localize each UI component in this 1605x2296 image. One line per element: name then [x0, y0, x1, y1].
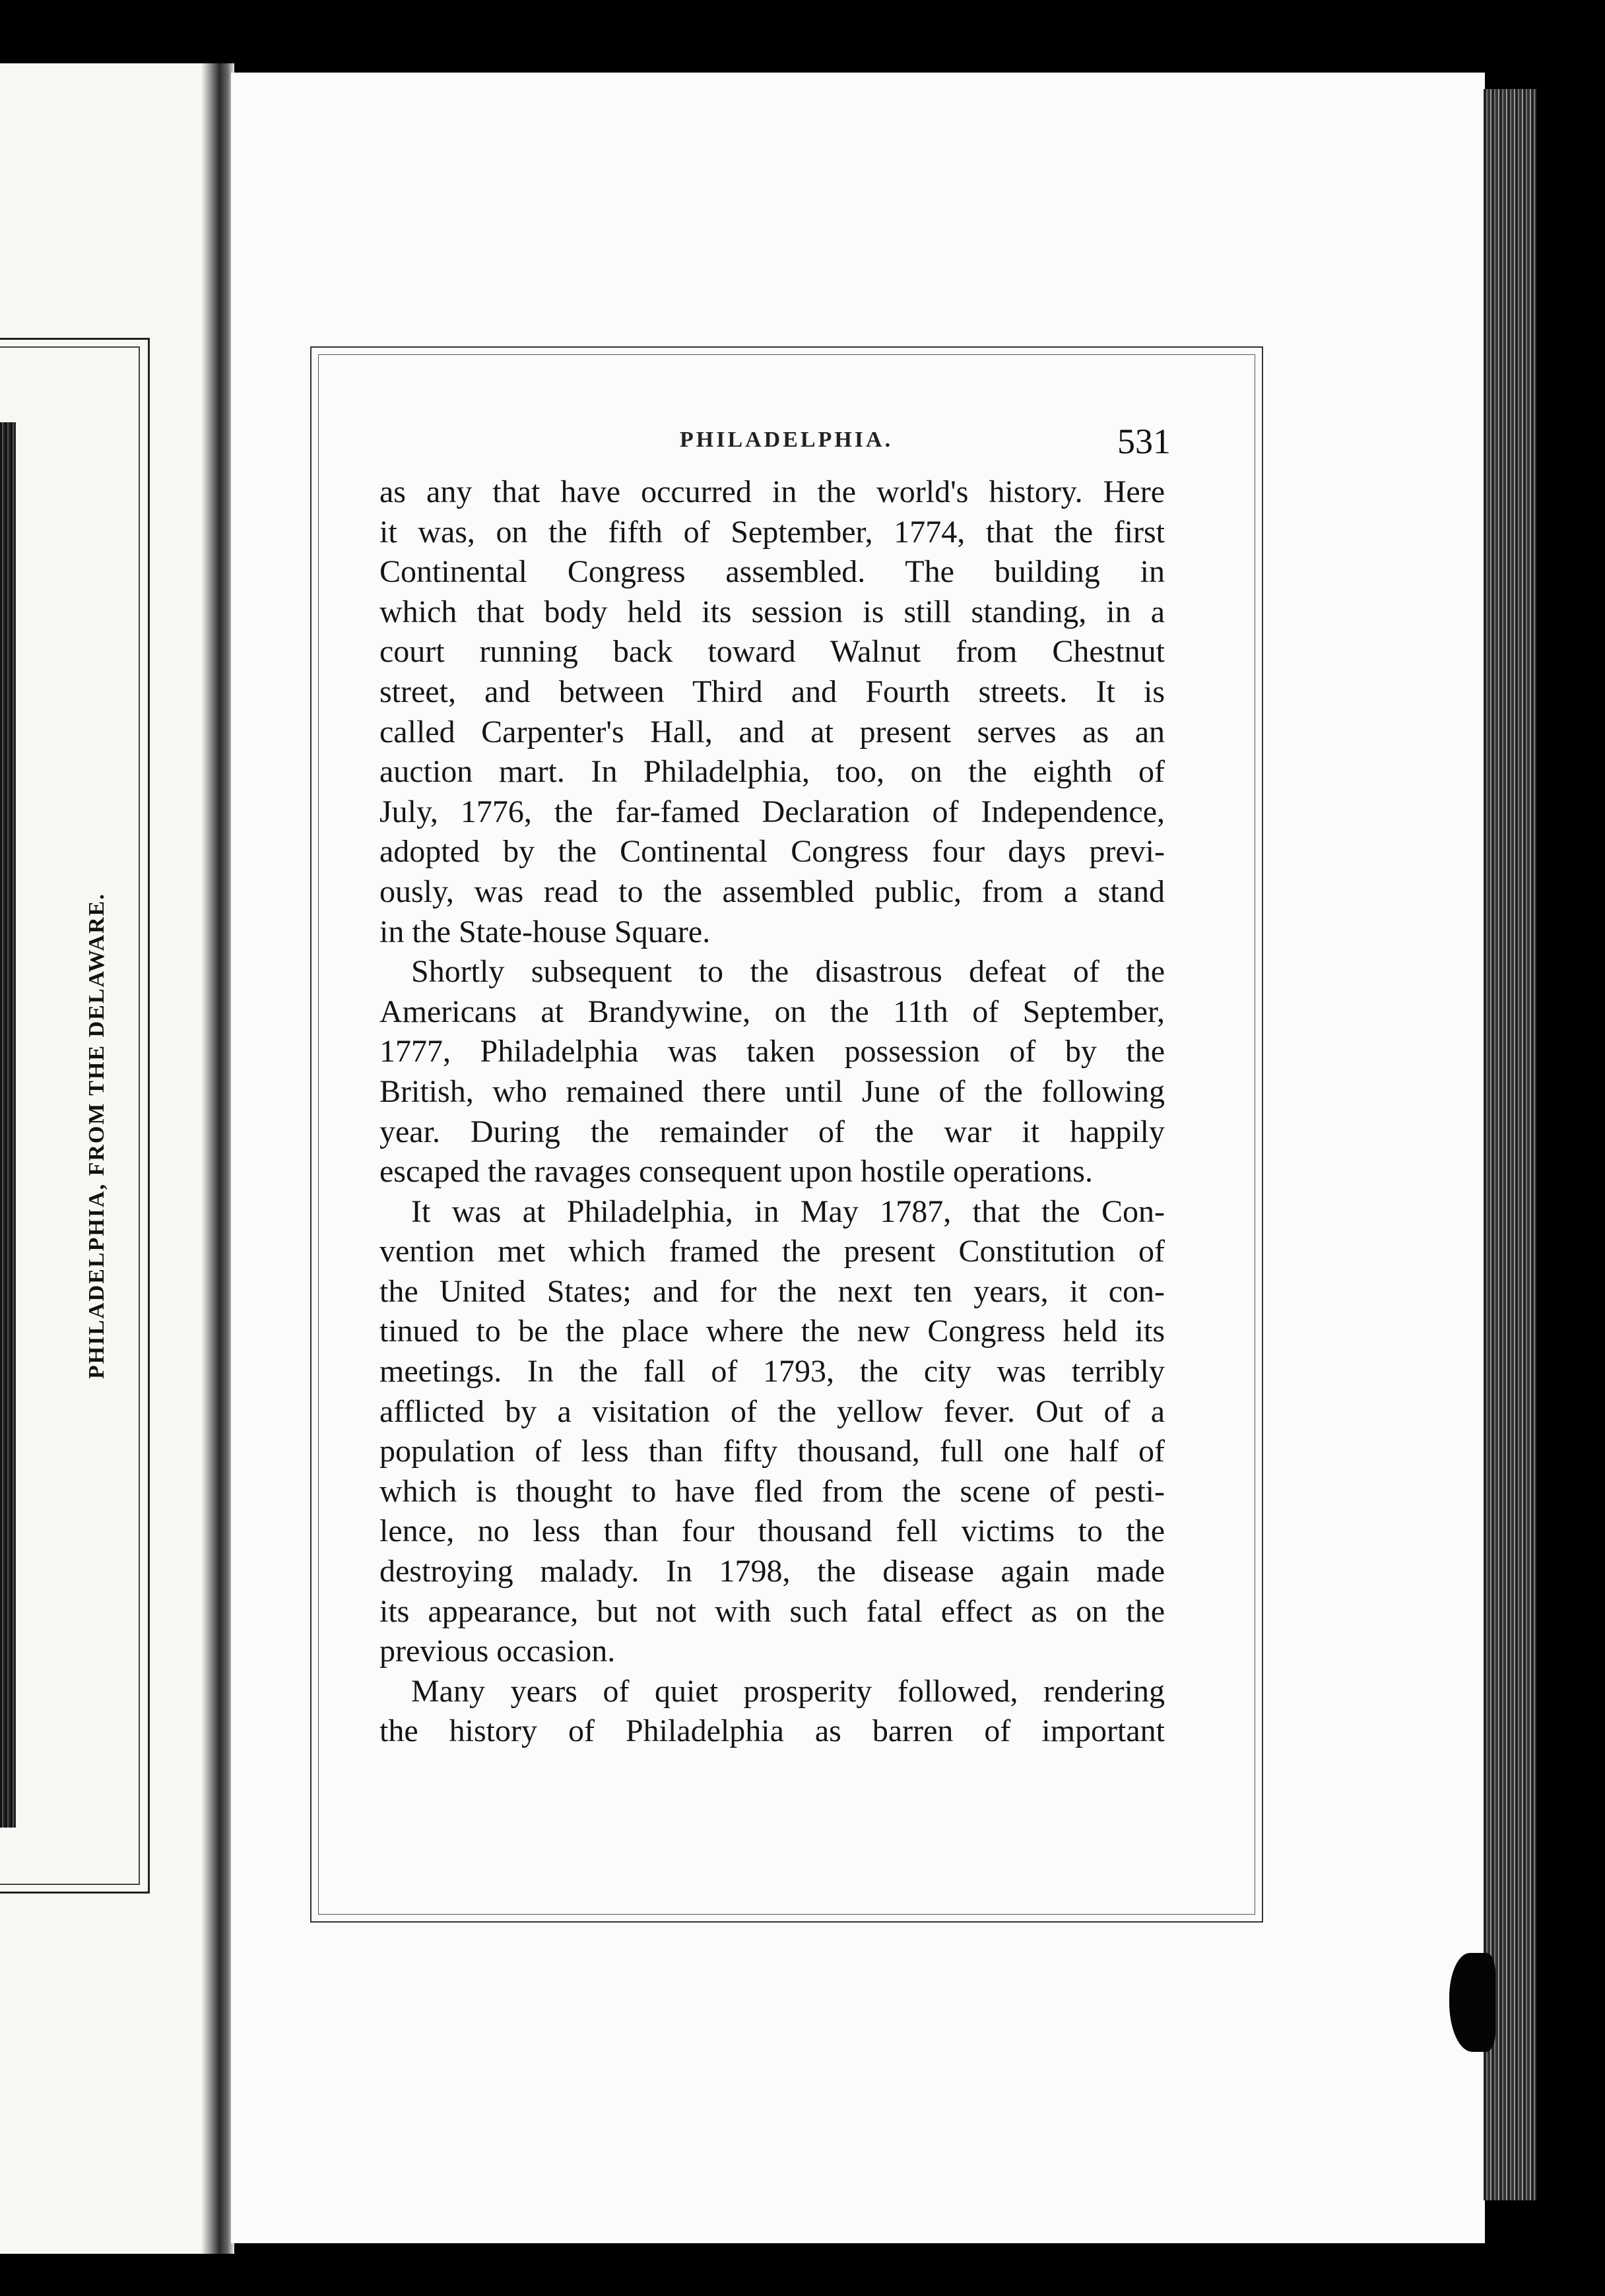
- text-line: which that body held its session is still standing, in a: [379, 594, 1165, 629]
- text-line: lence, no less than four thousand fell victims to the: [379, 1514, 1165, 1549]
- text-line: 1777, Philadelphia was taken possession of by the: [379, 1034, 1165, 1069]
- engraving-image: [0, 422, 16, 1828]
- page-edges: [1484, 89, 1536, 2200]
- text-line: adopted by the Continental Congress four days previ-: [379, 834, 1165, 870]
- text-line: tinued to be the place where the new Congress held its: [379, 1314, 1165, 1349]
- page-number: 531: [1117, 422, 1171, 461]
- text-line: it was, on the fifth of September, 1774, that the first: [379, 514, 1165, 550]
- text-line: destroying malady. In 1798, the disease again made: [379, 1554, 1165, 1589]
- text-line: population of less than fifty thousand, full one half of: [379, 1434, 1165, 1469]
- text-line: escaped the ravages consequent upon hostile operations.: [379, 1154, 1093, 1190]
- text-line: It was at Philadelphia, in May 1787, that the Con-: [411, 1194, 1165, 1229]
- text-line: July, 1776, the far-famed Declaration of Independence,: [379, 794, 1165, 829]
- text-line: the history of Philadelphia as barren of important: [379, 1713, 1165, 1749]
- text-line: meetings. In the fall of 1793, the city was terribly: [379, 1354, 1165, 1389]
- text-line: its appearance, but not with such fatal effect as on the: [379, 1593, 1165, 1629]
- text-line: Many years of quiet prosperity followed, rendering: [411, 1673, 1165, 1709]
- text-line: called Carpenter's Hall, and at present serves as an: [379, 714, 1165, 749]
- text-line: street, and between Third and Fourth streets. It is: [379, 674, 1165, 709]
- book-gutter: [201, 63, 234, 2254]
- text-line: in the State-house Square.: [379, 914, 711, 949]
- text-line: Continental Congress assembled. The building in: [379, 554, 1165, 590]
- plate-frame: [0, 338, 150, 1894]
- text-line: year. During the remainder of the war it happily: [379, 1114, 1165, 1149]
- text-line: court running back toward Walnut from Chestnut: [379, 634, 1165, 670]
- text-line: Americans at Brandywine, on the 11th of September,: [379, 994, 1165, 1029]
- plate-caption-text: PHILADELPHIA, FROM THE DELAWARE.: [84, 893, 109, 1379]
- running-head: PHILADELPHIA.: [680, 428, 894, 452]
- text-line: previous occasion.: [379, 1634, 616, 1669]
- text-line: ously, was read to the assembled public, from a stand: [379, 874, 1165, 909]
- ink-blot: [1449, 1953, 1495, 2052]
- text-line: as any that have occurred in the world's history. Here: [379, 474, 1165, 509]
- body-text: [379, 472, 1165, 1752]
- text-line: which is thought to have fled from the scene of pesti-: [379, 1473, 1165, 1509]
- text-line: the United States; and for the next ten years, it con-: [379, 1273, 1165, 1309]
- text-line: auction mart. In Philadelphia, too, on the eighth of: [379, 754, 1165, 790]
- text-line: afflicted by a visitation of the yellow fever. Out of a: [379, 1393, 1165, 1429]
- text-line: vention met which framed the present Constitution of: [379, 1234, 1165, 1269]
- text-line: British, who remained there until June of the following: [379, 1073, 1165, 1109]
- text-line: Shortly subsequent to the disastrous defeat of the: [411, 954, 1165, 990]
